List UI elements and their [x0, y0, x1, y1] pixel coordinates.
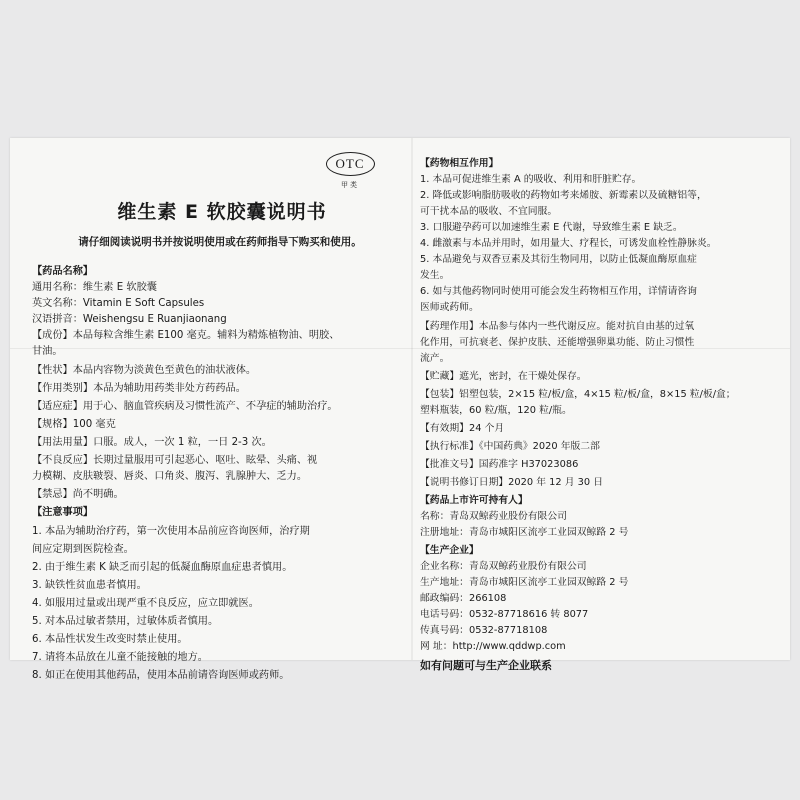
- properties: 【性状】本品内容物为淡黄色至黄色的油状液体。: [32, 365, 257, 376]
- storage: 【贮藏】遮光，密封，在干燥处保存。: [420, 371, 587, 382]
- precaution-item: 7. 请将本品放在儿童不能接触的地方。: [32, 652, 208, 663]
- standard: 【执行标准】《中国药典》2020 年版二部: [420, 441, 600, 452]
- company-name: 企业名称：青岛双鲸药业股份有限公司: [420, 561, 587, 572]
- interaction-item: 1. 本品可促进维生素 A 的吸收、利用和肝脏贮存。: [420, 174, 642, 185]
- english-name: 英文名称：Vitamin E Soft Capsules: [32, 298, 205, 309]
- precaution-item: 3. 缺铁性贫血患者慎用。: [32, 580, 147, 591]
- precautions-heading: 【注意事项】: [32, 507, 94, 518]
- drug-info-block: [32, 264, 339, 685]
- leaflet-sheet: [10, 138, 790, 681]
- precaution-item: 间应定期到医院检查。: [32, 544, 134, 555]
- interaction-item: 发生。: [420, 270, 450, 281]
- pinyin-name: 汉语拼音：Weishengsu E Ruanjiaonang: [32, 314, 227, 325]
- precaution-item: 6. 本品性状发生改变时禁止使用。: [32, 634, 188, 645]
- ingredients-line-2: 甘油。: [32, 346, 63, 357]
- otc-mark: OTC: [326, 152, 375, 176]
- document-subtitle: 请仔细阅读说明书并按说明使用或在药师指导下购买和使用。: [78, 236, 362, 248]
- holder-heading: 【药品上市许可持有人】: [420, 495, 528, 506]
- manufacturer-heading: 【生产企业】: [420, 545, 479, 556]
- interaction-item: 4. 雌激素与本品并用时，如用量大、疗程长，可诱发血栓性静脉炎。: [420, 238, 717, 249]
- pharmacology-line-3: 流产。: [420, 353, 450, 364]
- revision-date: 【说明书修订日期】2020 年 12 月 30 日: [420, 477, 603, 488]
- specification: 【规格】100 毫克: [32, 419, 116, 430]
- ingredients-line-1: 【成份】本品每粒含维生素 E100 毫克。辅料为精炼植物油、明胶、: [32, 330, 340, 341]
- pharmacology-line-1: 【药理作用】本品参与体内一些代谢反应。能对抗自由基的过氧: [420, 321, 695, 332]
- interaction-item: 6. 如与其他药物同时使用可能会发生药物相互作用，详情请咨询: [420, 286, 697, 297]
- precaution-item: 2. 由于维生素 K 缺乏而引起的低凝血酶原血症患者慎用。: [32, 562, 293, 573]
- holder-address: 注册地址：青岛市城阳区流亭工业园双鲸路 2 号: [420, 527, 629, 538]
- holder-name: 名称：青岛双鲸药业股份有限公司: [420, 511, 567, 522]
- validity: 【有效期】24 个月: [420, 423, 505, 434]
- category: 【作用类别】本品为辅助用药类非处方药药品。: [32, 383, 246, 394]
- interaction-item: 2. 降低或影响脂肪吸收的药物如考来烯胺、新霉素以及硫糖铝等，: [420, 190, 707, 201]
- contraindications: 【禁忌】尚不明确。: [32, 489, 124, 500]
- interaction-item: 3. 口服避孕药可以加速维生素 E 代谢，导致维生素 E 缺乏。: [420, 222, 683, 233]
- postal-code: 邮政编码：266108: [420, 593, 507, 604]
- interaction-item: 可干扰本品的吸收、不宜同服。: [420, 206, 558, 217]
- interaction-item: 医师或药师。: [420, 302, 479, 313]
- indications: 【适应症】用于心、脑血管疾病及习惯性流产、不孕症的辅助治疗。: [32, 401, 338, 412]
- approval-number: 【批准文号】国药准字 H37023086: [420, 459, 579, 470]
- interactions-block: [420, 156, 736, 674]
- document-title: 维生素 E 软胶囊说明书: [117, 201, 327, 223]
- phone-number: 电话号码：0532-87718616 转 8077: [420, 609, 589, 620]
- dosage: 【用法用量】口服。成人，一次 1 粒，一日 2-3 次。: [32, 437, 272, 448]
- precautions-list: [32, 523, 339, 685]
- interactions-heading: 【药物相互作用】: [420, 158, 499, 169]
- adverse-line-2: 力模糊、皮肤皲裂、唇炎、口角炎、腹泻、乳腺肿大、乏力。: [32, 471, 308, 482]
- website: 网 址：http://www.qddwp.com: [420, 641, 566, 652]
- otc-class: 甲类: [341, 181, 359, 189]
- package-line-1: 【包装】铝塑包装，2×15 粒/板/盒，4×15 粒/板/盒，8×15 粒/板/盒；: [420, 389, 736, 400]
- precaution-item: 1. 本品为辅助治疗药，第一次使用本品前应咨询医师，治疗期: [32, 526, 310, 537]
- interaction-item: 5. 本品避免与双香豆素及其衍生物同用，以防止低凝血酶原血症: [420, 254, 697, 265]
- production-address: 生产地址：青岛市城阳区流亭工业园双鲸路 2 号: [420, 577, 629, 588]
- generic-name: 通用名称：维生素 E 软胶囊: [32, 282, 157, 293]
- otc-badge: [320, 152, 380, 193]
- adverse-line-1: 【不良反应】长期过量服用可引起恶心、呕吐、眩晕、头痛、视: [32, 455, 318, 466]
- precaution-item: 8. 如正在使用其他药品，使用本品前请咨询医师或药师。: [32, 670, 290, 681]
- precaution-item: 4. 如服用过量或出现严重不良反应，应立即就医。: [32, 598, 259, 609]
- pharmacology-line-2: 化作用，可抗衰老、保护皮肤、还能增强卵巢功能、防止习惯性: [420, 337, 695, 348]
- center-fold: [411, 138, 413, 660]
- contact-note: 如有问题可与生产企业联系: [420, 659, 552, 672]
- fax-number: 传真号码：0532-87718108: [420, 625, 548, 636]
- precaution-item: 5. 对本品过敏者禁用，过敏体质者慎用。: [32, 616, 219, 627]
- name-heading: 【药品名称】: [32, 266, 94, 277]
- package-line-2: 塑料瓶装，60 粒/瓶，120 粒/瓶。: [420, 405, 572, 416]
